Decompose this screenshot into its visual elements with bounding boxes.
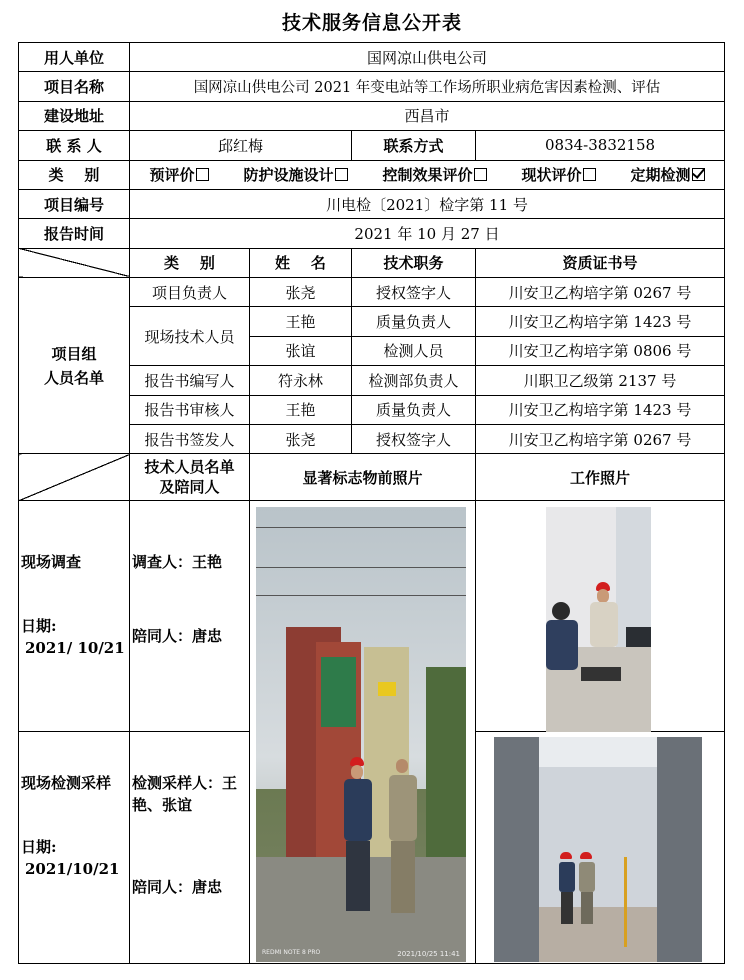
survey-date: 2021/ 10/21 — [25, 638, 125, 657]
team-row-title: 授权签字人 — [352, 278, 476, 307]
team-row-category: 现场技术人员 — [130, 307, 250, 366]
sampling-cell — [19, 731, 130, 963]
contact-label: 联 系 人 — [19, 131, 130, 160]
worker-figure — [576, 852, 598, 927]
worker-figure — [336, 757, 378, 917]
category-option[interactable] — [149, 164, 208, 185]
team-row-cert: 川安卫乙构培字第 1423 号 — [476, 307, 725, 336]
team-row-name: 王艳 — [250, 307, 352, 336]
project-no-value: 川电检〔2021〕检字第 11 号 — [130, 189, 725, 218]
instrument-case — [581, 667, 621, 681]
category-option[interactable] — [630, 164, 704, 185]
employer-label: 用人单位 — [19, 43, 130, 72]
power-line — [256, 567, 466, 568]
checkbox-icon[interactable] — [474, 168, 487, 181]
address-label: 建设地址 — [19, 101, 130, 130]
survey-label: 现场调查 — [21, 552, 82, 571]
category-option[interactable] — [382, 164, 486, 185]
project-name-label: 项目名称 — [19, 72, 130, 101]
camera-watermark: REDMI NOTE 8 PRO — [262, 949, 321, 956]
team-row-cert: 川安卫乙构培字第 0267 号 — [476, 424, 725, 453]
diagonal-cell — [19, 248, 130, 277]
category-option-label: 预评价 — [149, 166, 195, 185]
worker-figure — [556, 852, 578, 927]
team-label: 项目组 人员名单 — [19, 278, 130, 454]
team-header-name: 姓 名 — [250, 248, 352, 277]
project-name-value: 国网凉山供电公司 2021 年变电站等工作场所职业病危害因素检测、评估 — [130, 72, 725, 101]
project-no-label: 项目编号 — [19, 189, 130, 218]
category-option-label: 控制效果评价 — [382, 166, 473, 185]
team-row-category: 报告书编写人 — [130, 366, 250, 395]
team-header-title: 技术职务 — [352, 248, 476, 277]
team-row-title: 质量负责人 — [352, 395, 476, 424]
team-row-title: 质量负责人 — [352, 307, 476, 336]
team-row-name: 张谊 — [250, 336, 352, 365]
ceiling-light — [539, 737, 657, 767]
team-row-category: 报告书签发人 — [130, 424, 250, 453]
warning-sign-icon — [378, 682, 396, 696]
page-title: 技术服务信息公开表 — [281, 12, 462, 34]
photo-timestamp: 2021/10/25 11:41 — [397, 950, 460, 958]
sign-board — [321, 657, 356, 727]
employer-value: 国网凉山供电公司 — [130, 43, 725, 72]
category-option-label: 定期检测 — [630, 166, 691, 185]
report-time-label: 报告时间 — [19, 219, 130, 248]
switchgear-photo — [494, 737, 702, 962]
power-line — [256, 527, 466, 528]
team-row-category: 报告书审核人 — [130, 395, 250, 424]
tech-list-header: 技术人员名单 及陪同人 — [130, 454, 250, 501]
team-row-name: 张尧 — [250, 424, 352, 453]
team-row-title: 检测人员 — [352, 336, 476, 365]
office-work-photo — [546, 507, 651, 732]
power-line — [256, 595, 466, 596]
sampling-tripod — [624, 857, 627, 947]
survey-investigator: 调查人：王艳 — [132, 552, 223, 571]
checkbox-icon[interactable] — [196, 168, 209, 181]
team-row-category: 项目负责人 — [130, 278, 250, 307]
checkbox-icon[interactable] — [692, 168, 705, 181]
category-option[interactable] — [243, 164, 347, 185]
category-options — [130, 160, 725, 189]
cabinet-row — [657, 737, 702, 962]
team-row-cert: 川职卫乙级第 2137 号 — [476, 366, 725, 395]
report-time-value: 2021 年 10 月 27 日 — [130, 219, 725, 248]
photo-work-header: 工作照片 — [476, 454, 725, 501]
worker-figure — [381, 755, 423, 920]
team-row-name: 符永林 — [250, 366, 352, 395]
team-header-category: 类 别 — [130, 248, 250, 277]
contact-value: 邱红梅 — [130, 131, 352, 160]
contact-method-label: 联系方式 — [352, 131, 476, 160]
address-value: 西昌市 — [130, 101, 725, 130]
contact-method-value: 0834-3832158 — [476, 131, 725, 160]
survey-people-cell — [130, 500, 250, 731]
cabinet-row — [494, 737, 539, 962]
tree-area — [426, 667, 466, 867]
checkbox-icon[interactable] — [583, 168, 596, 181]
survey-date-label: 日期: — [21, 616, 57, 635]
team-row-name: 王艳 — [250, 395, 352, 424]
team-row-cert: 川安卫乙构培字第 1423 号 — [476, 395, 725, 424]
survey-companion: 陪同人：唐忠 — [132, 626, 223, 645]
sampling-date-label: 日期: — [21, 837, 57, 856]
sampling-companion: 陪同人：唐忠 — [132, 877, 223, 896]
checkbox-icon[interactable] — [335, 168, 348, 181]
team-row-cert: 川安卫乙构培字第 0806 号 — [476, 336, 725, 365]
photo-sign-header: 显著标志物前照片 — [250, 454, 476, 501]
category-option[interactable] — [521, 164, 595, 185]
team-header-cert: 资质证书号 — [476, 248, 725, 277]
landmark-photo — [256, 507, 466, 962]
diagonal-cell — [19, 454, 130, 501]
team-row-name: 张尧 — [250, 278, 352, 307]
team-row-title: 检测部负责人 — [352, 366, 476, 395]
category-option-label: 现状评价 — [521, 166, 582, 185]
team-row-cert: 川安卫乙构培字第 0267 号 — [476, 278, 725, 307]
worker-figure — [546, 602, 581, 712]
worker-figure — [586, 582, 621, 702]
category-label: 类 别 — [19, 160, 130, 189]
team-row-title: 授权签字人 — [352, 424, 476, 453]
category-option-label: 防护设施设计 — [243, 166, 334, 185]
survey-cell — [19, 500, 130, 731]
sampling-people-cell — [130, 731, 250, 963]
sampling-label: 现场检测采样 — [21, 773, 112, 792]
sampling-sampler: 检测采样人：王艳、张谊 — [132, 773, 238, 814]
sampling-date: 2021/10/21 — [25, 859, 120, 878]
